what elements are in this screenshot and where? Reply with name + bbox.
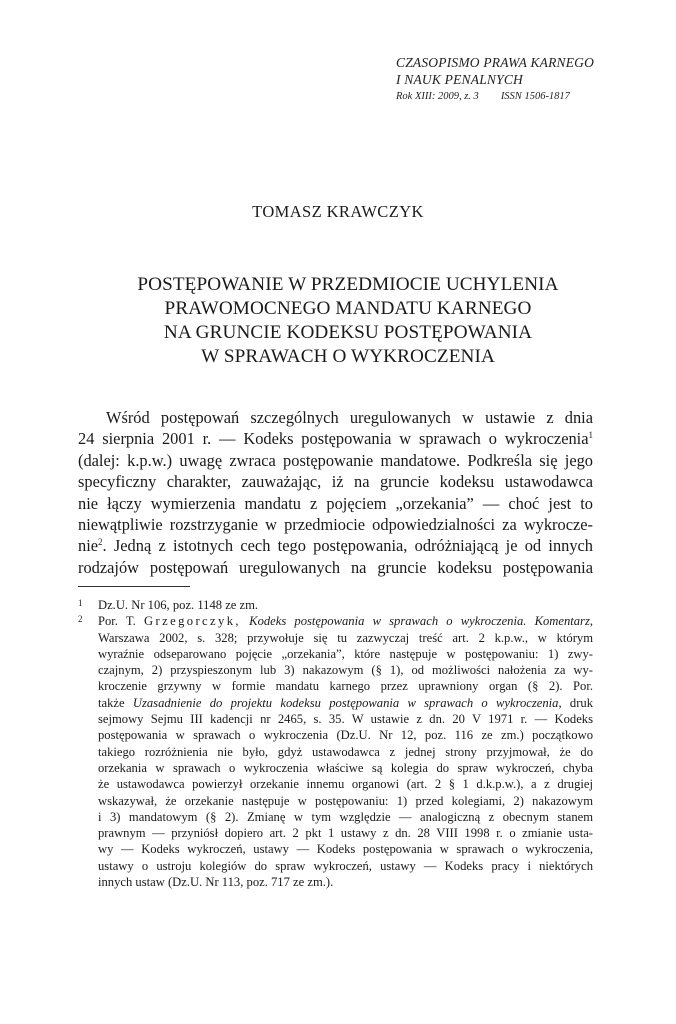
footnote-ref-2: 2 — [98, 537, 103, 548]
cited-book-title: Kodeks postępowania w sprawach o wykroczenia. Komentarz — [249, 614, 590, 629]
journal-issue-info — [396, 90, 596, 104]
body-line: (dalej: k.p.w.) uwagę zwraca postępowanie mandatowe. Podkreśla się jego — [78, 450, 593, 470]
footnote-line: innych ustaw (Dz.U. Nr 113, poz. 717 ze zm.). — [98, 875, 334, 890]
body-line: 24 sierpnia 2001 r. — Kodeks postępowania w sprawach o wykroczenia$^1$ — [78, 429, 593, 449]
footnote-line: postępowania w sprawach o wykroczenia (Dz.U. Nr 12, poz. 116 ze zm.) początkowo — [98, 728, 593, 743]
footnote-line: sejmowy Sejmu III kadencji nr 2465, s. 35. W ustawie z dn. 20 V 1971 r. — Kodeks — [98, 712, 593, 727]
footnote-line: także Uzasadnienie do projektu kodeksu postępowania w sprawach o wykroczenia, druk — [98, 695, 594, 710]
body-line: niewątpliwie rozstrzyganie w przedmiocie odpowiedzialności za wykrocze- — [78, 515, 593, 535]
issn: ISSN 1506-1817 — [500, 91, 570, 102]
footnote-line: wy — Kodeks wykroczeń, ustawy — Kodeks postępowania w sprawach o wykroczenia, — [98, 842, 593, 857]
cited-author: Grzegorczyk, — [144, 614, 241, 629]
footnote-separator — [78, 586, 190, 587]
footnote-line: Warszawa 2002, s. 328; przywołuje się tu zazwyczaj treść art. 2 k.p.w., w którym — [98, 630, 593, 645]
author-name: TOMASZ KRAWCZYK — [252, 202, 424, 221]
body-line: nie$^2$. Jedną z istotnych cech tego postępowania, odróżniającą je od innych — [78, 536, 593, 556]
journal-title-line-2: I NAUK PENALNYCH — [396, 72, 523, 87]
body-text — [78, 407, 593, 578]
footnote-line: że ustawodawca powierzył orzekanie innemu organowi (art. 2 § 1 d.k.p.w.), a z drugiej — [98, 777, 593, 792]
journal-header — [396, 54, 596, 104]
footnote-line: czajnym, 2) przyspieszonym lub 3) nakazowym (§ 1), od możliwości nałożenia za wy- — [98, 663, 593, 678]
article-title — [60, 273, 636, 369]
footnote-line: i 3) mandatowym (§ 2). Zmianę w tym względzie — analogiczną z obecnym stanem — [98, 809, 593, 824]
body-line: Wśród postępowań szczególnych uregulowanych w ustawie z dnia — [106, 408, 593, 427]
journal-title-line-1: CZASOPISMO PRAWA KARNEGO — [396, 55, 595, 70]
footnote-line: orzekania w sprawach o wykroczenia właściwe są kolegia do spraw wykroczeń, chyba — [98, 760, 593, 775]
footnote-line: kroczenie grzywny w formie mandatu karnego przez uprawniony organ (§ 2). Por. — [98, 679, 593, 694]
title-line: NA GRUNCIE KODEKSU POSTĘPOWANIA — [163, 322, 533, 343]
footnote-number: 1 — [78, 598, 83, 608]
footnote-number: 2 — [78, 614, 83, 625]
footnote-line: ustawy o ustroju kolegiów do spraw wykroczeń, ustawy — Kodeks pracy i niektórych — [98, 858, 593, 873]
footnotes — [78, 597, 593, 890]
body-line: nie łączy wymierzenia mandatu z pojęciem „orzekania” — choć jest to — [78, 493, 593, 513]
footnote-line: takiego rozróżnienia nie było, gdyż ustawodawca z jednej strony przyjmował, że do — [98, 744, 593, 759]
footnote-ref-1: 1 — [588, 430, 593, 441]
footnote-2 — [78, 613, 593, 890]
title-line: W SPRAWACH O WYKROCZENIA — [201, 346, 495, 367]
footnote-line: Dz.U. Nr 106, poz. 1148 ze zm. — [98, 598, 259, 612]
title-line: POSTĘPOWANIE W PRZEDMIOCIE UCHYLENIA — [137, 274, 559, 295]
issue-number: Rok XIII: 2009, z. 3 — [396, 91, 479, 102]
footnote-line: prawnym — przyniósł dopiero art. 2 pkt 1 ustawy z dn. 28 VIII 1998 r. o zmianie usta- — [98, 826, 593, 841]
body-line: specyficzny charakter, zauważając, iż na gruncie kodeksu ustawodawca — [78, 472, 593, 492]
cited-document-title: Uzasadnienie do projektu kodeksu postępowania w sprawach o wykroczenia — [132, 695, 559, 710]
body-line: rodzajów postępowań uregulowanych na gruncie kodeksu postępowania — [78, 557, 593, 577]
footnote-1 — [78, 597, 593, 613]
footnote-line: wyraźnie odseparowano pojęcie „orzekania”, które następuje w postępowaniu: 1) zwy- — [98, 646, 593, 661]
footnote-line: wskazywał, że orzekanie następuje w postępowaniu: 1) przed kolegiami, 2) nakazowym — [98, 793, 593, 808]
title-line: PRAWOMOCNEGO MANDATU KARNEGO — [164, 298, 532, 319]
footnote-line: Por. T. Grzegorczyk, Kodeks postępowania w sprawach o wykroczenia. Komentarz, — [98, 614, 594, 629]
